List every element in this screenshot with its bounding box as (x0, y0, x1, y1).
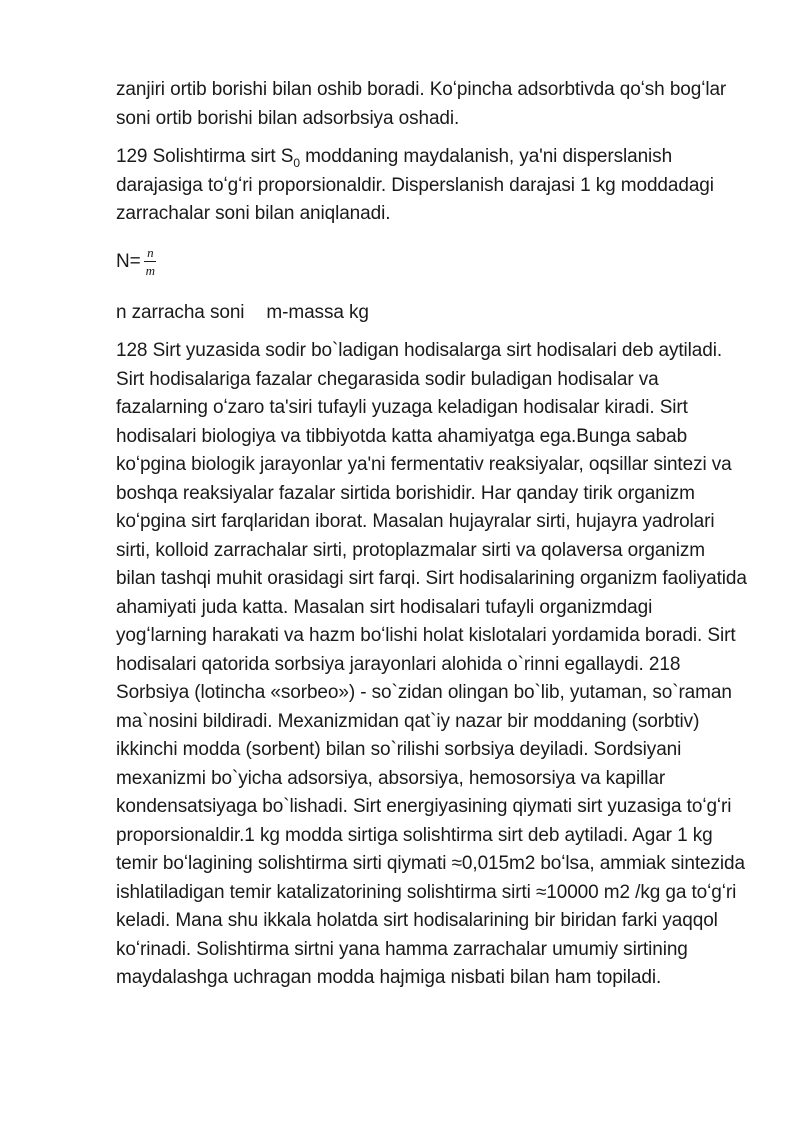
legend-n: n zarracha soni (116, 301, 245, 323)
document-page (116, 76, 748, 1003)
paragraph-specific-surface (116, 143, 748, 229)
formula (116, 239, 748, 285)
formula-lhs: N= (116, 251, 141, 272)
formula-legend (116, 299, 748, 328)
formula-fraction (143, 246, 158, 277)
formula-numerator: n (144, 246, 156, 262)
paragraph-text-start: 129 Solishtirma sirt S (116, 146, 294, 167)
paragraph-text-rest: moddaning maydalanish, ya'ni disperslanish darajasiga toʻgʻri proporsionaldir. Disperslanish darajasi 1 kg moddadagi zarrachalar soni bilan aniqlanadi. (116, 146, 714, 224)
formula-denominator: m (145, 263, 155, 278)
subscript-zero: 0 (293, 155, 300, 170)
legend-m: m-massa kg (266, 301, 369, 323)
paragraph-surface-phenomena: 128 Sirt yuzasida sodir bo`ladigan hodisalarga sirt hodisalari deb aytiladi. Sirt hodisalariga fazalar chegarasida sodir buladigan hodisalar va fazalarning oʻzaro ta'siri tufayli yuzaga keladigan hodisalar kiradi. Sirt hodisalari biologiya va tibbiyotda katta ahamiyatga ega.Bunga sabab koʻpgina biologik jarayonlar ya'ni fermentativ reaksiyalar, oqsillar sintezi va boshqa reaksiyalar fazalar sirtida borishidir. Har qanday tirik organizm koʻpgina sirt farqlaridan iborat. Masalan hujayralar sirti, hujayra yadrolari sirti, kolloid zarrachalar sirti, protoplazmalar sirti va qolaversa organizm bilan tashqi muhit orasidagi sirt farqi. Sirt hodisalarining organizm faoliyatida ahamiyati juda katta. Masalan sirt hodisalari tufayli organizmdagi yogʻlarning harakati va hazm boʻlishi holat kislotalari yordamida boradi. Sirt hodisalari qatorida sorbsiya jarayonlari alohida o`rinni egallaydi. 218 Sorbsiya (lotincha «sorbeo») - so`zidan olingan bo`lib, yutaman, so`raman ma`nosini bildiradi. Mexanizmidan qat`iy nazar bir moddaning (sorbtiv) ikkinchi modda (sorbent) bilan so`rilishi sorbsiya deyiladi. Sordsiyani mexanizmi bo`yicha adsorsiya, absorsiya, hemosorsiya va kapillar kondensatsiyaga bo`lishadi. Sirt energiyasining qiymati sirt yuzasiga toʻgʻri proporsionaldir.1 kg modda sirtiga solishtirma sirt deb aytiladi. Agar 1 kg temir boʻlagining solishtirma sirti qiymati ≈0,015m2 boʻlsa, ammiak sintezida ishlatiladigan temir katalizatorining solishtirma sirti ≈10000 m2 /kg ga toʻgʻri keladi. Mana shu ikkala holatda sirt hodisalarining bir biridan farki yaqqol koʻrinadi. Solishtirma sirtni yana hamma zarrachalar umumiy sirtining maydalashga uchragan modda hajmiga nisbati bilan ham topiladi. (116, 340, 747, 988)
paragraph-intro: zanjiri ortib borishi bilan oshib boradi. Koʻpincha adsorbtivda qoʻsh bogʻlar soni ortib borishi bilan adsorbsiya oshadi. (116, 79, 727, 129)
